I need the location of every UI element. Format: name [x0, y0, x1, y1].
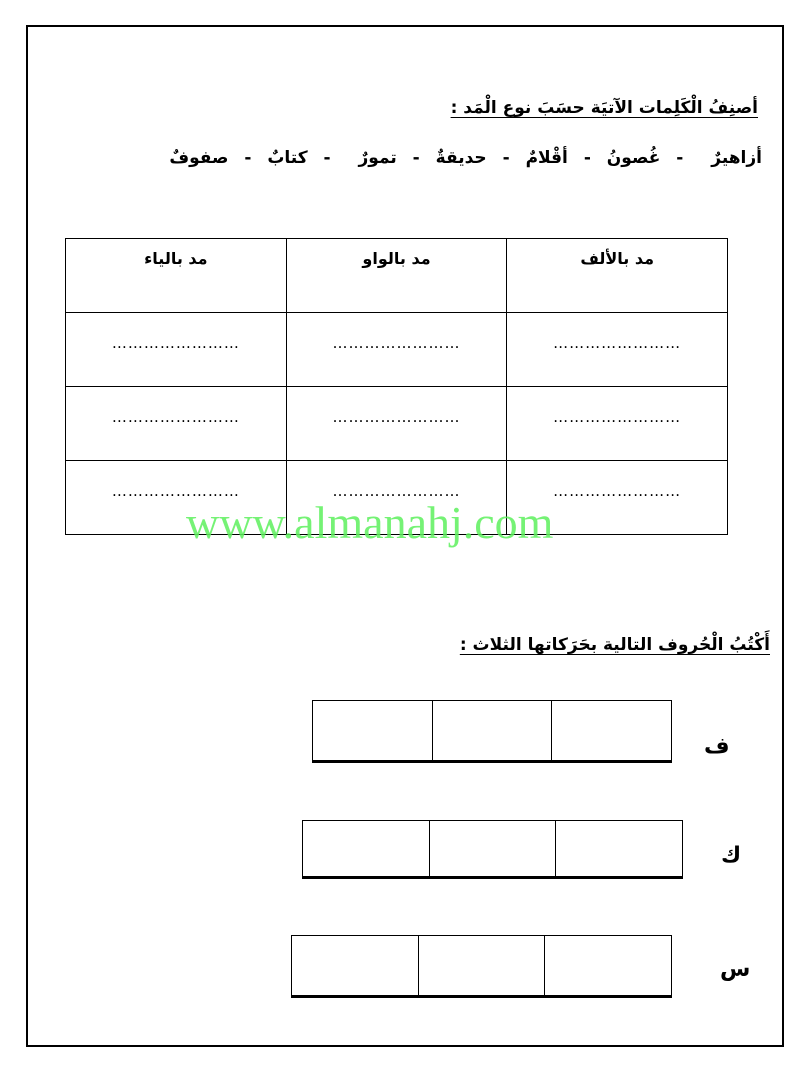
answer-cell[interactable]: ……………………: [66, 313, 287, 387]
exercise1-heading: أصنِفُ الْكَلِمات الآتيَة حسَبَ نوع الْمَد :: [450, 98, 758, 118]
answer-boxes-ka: [302, 820, 683, 879]
answer-box[interactable]: [418, 936, 545, 995]
answer-box[interactable]: [432, 701, 552, 760]
answer-cell[interactable]: ……………………: [286, 313, 507, 387]
word-separator: -: [323, 148, 331, 168]
answer-box[interactable]: [313, 701, 432, 760]
answer-cell[interactable]: ……………………: [286, 387, 507, 461]
answer-cell[interactable]: ……………………: [286, 461, 507, 535]
word-item: حديقةٌ: [435, 148, 487, 168]
word-item: أقْلامٌ: [525, 148, 568, 168]
word-item: صفوفٌ: [169, 148, 229, 168]
letter-ka: ك: [721, 843, 742, 868]
answer-box[interactable]: [551, 701, 671, 760]
classification-table: [65, 238, 728, 535]
header-waw: مد بالواو: [286, 239, 507, 313]
answer-boxes-fa: [312, 700, 672, 763]
word-list: [169, 148, 762, 168]
watermark: www.almanahj.com: [186, 497, 554, 548]
table-row: [66, 313, 728, 387]
word-separator: -: [412, 148, 420, 168]
table-row: [66, 387, 728, 461]
exercise2-heading: أَكْتُبُ الْحُروف التالية بحَرَكاتها الثلاث :: [459, 635, 770, 655]
answer-box[interactable]: [544, 936, 671, 995]
word-item: غُصونُ: [606, 148, 661, 168]
letter-sa: س: [720, 957, 751, 982]
table-header-row: [66, 239, 728, 313]
header-ya: مد بالياء: [66, 239, 287, 313]
answer-cell[interactable]: ……………………: [66, 461, 287, 535]
word-separator: -: [502, 148, 510, 168]
answer-cell[interactable]: ……………………: [66, 387, 287, 461]
answer-box[interactable]: [429, 821, 556, 876]
word-item: كتابٌ: [267, 148, 308, 168]
word-separator: -: [583, 148, 591, 168]
answer-box[interactable]: [555, 821, 682, 876]
answer-cell[interactable]: ……………………: [507, 387, 728, 461]
answer-boxes-sa: [291, 935, 672, 998]
word-item: أزاهيرٌ: [711, 148, 762, 168]
answer-box[interactable]: [303, 821, 429, 876]
word-item: تمورٌ: [358, 148, 397, 168]
answer-cell[interactable]: ……………………: [507, 461, 728, 535]
answer-cell[interactable]: ……………………: [507, 313, 728, 387]
answer-box[interactable]: [292, 936, 418, 995]
word-separator: -: [676, 148, 684, 168]
word-separator: -: [244, 148, 252, 168]
header-alif: مد بالألف: [507, 239, 728, 313]
letter-fa: ف: [704, 734, 730, 759]
